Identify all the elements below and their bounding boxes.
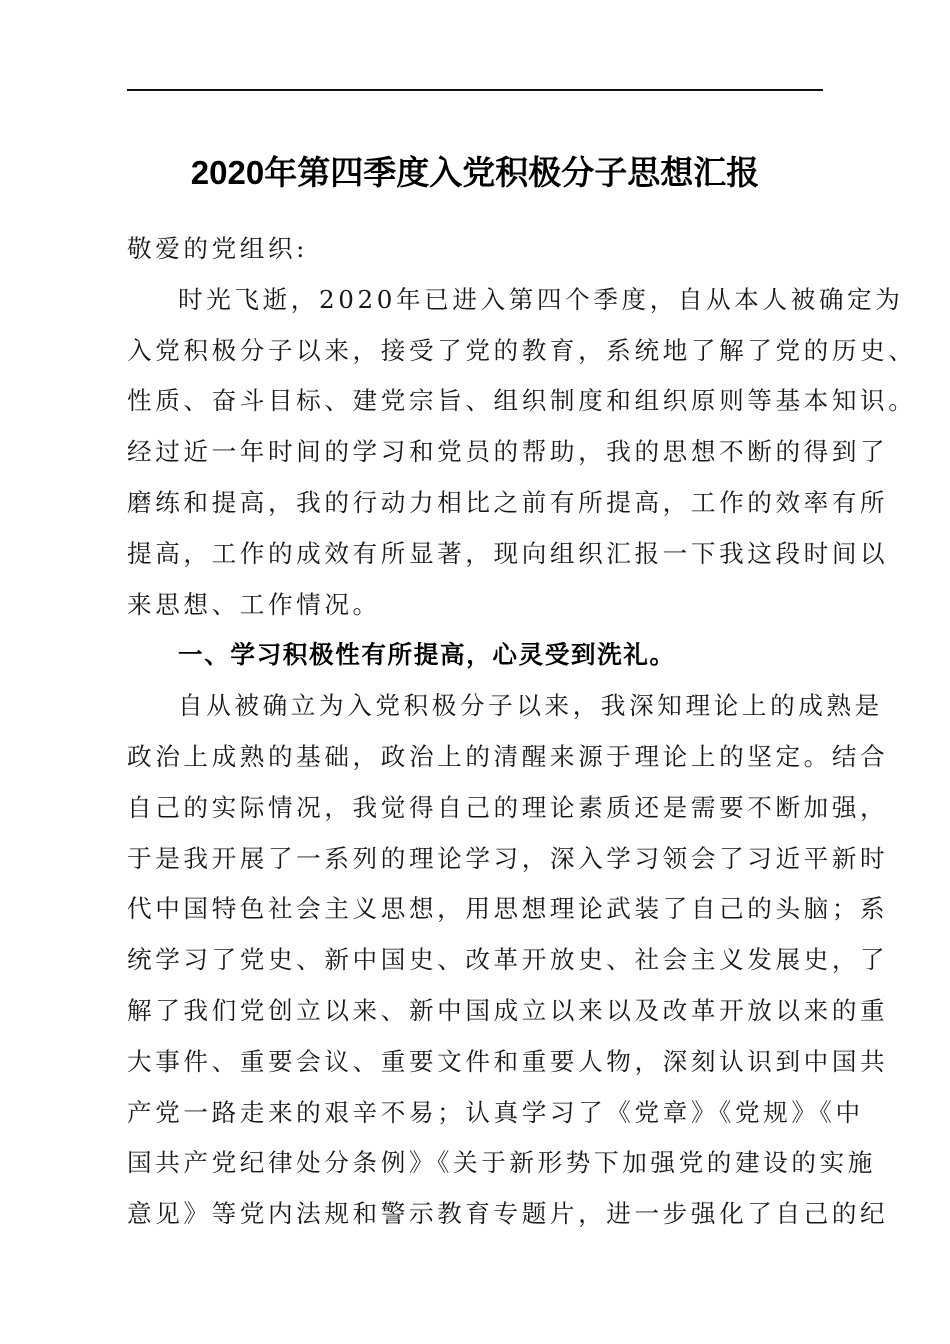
- document-body: [127, 224, 917, 1240]
- paragraph-line: 提高，工作的成效有所显著，现向组织汇报一下我这段时间以: [127, 538, 889, 568]
- paragraph-intro: [127, 275, 917, 631]
- paragraph-line: 政治上成熟的基础，政治上的清醒来源于理论上的坚定。结合: [127, 741, 889, 771]
- paragraph-line: 大事件、重要会议、重要文件和重要人物，深刻认识到中国共: [127, 1046, 889, 1076]
- paragraph-line: 解了我们党创立以来、新中国成立以来以及改革开放以来的重: [127, 995, 889, 1025]
- paragraph-line: 统学习了党史、新中国史、改革开放史、社会主义发展史，了: [127, 945, 889, 975]
- header-rule: [127, 89, 823, 91]
- paragraph-line: 自己的实际情况，我觉得自己的理论素质还是需要不断加强，: [127, 792, 889, 822]
- paragraph-line: 国共产党纪律处分条例》《关于新形势下加强党的建设的实施: [127, 1148, 876, 1178]
- paragraph-line: 来思想、工作情况。: [127, 589, 381, 619]
- paragraph-line: 时光飞逝，2020年已进入第四个季度，自从本人被确定为: [178, 284, 904, 314]
- salutation: 敬爱的党组织:: [127, 234, 309, 263]
- paragraph-line: 代中国特色社会主义思想，用思想理论武装了自己的头脑；系: [127, 894, 889, 924]
- section-heading: 一、学习积极性有所提高，心灵受到洗礼。: [178, 640, 676, 670]
- paragraph-line: 意见》等党内法规和警示教育专题片，进一步强化了自己的纪: [127, 1199, 889, 1229]
- paragraph-line: 产党一路走来的艰辛不易；认真学习了《党章》《党规》《中: [127, 1097, 864, 1127]
- document-title: 2020年第四季度入党积极分子思想汇报: [190, 154, 760, 191]
- paragraph-line: 于是我开展了一系列的理论学习，深入学习领会了习近平新时: [127, 843, 889, 873]
- paragraph-study: [127, 681, 889, 1240]
- paragraph-line: 入党积极分子以来，接受了党的教育，系统地了解了党的历史、: [127, 335, 917, 365]
- paragraph-line: 经过近一年时间的学习和党员的帮助，我的思想不断的得到了: [127, 437, 889, 467]
- paragraph-line: 磨练和提高，我的行动力相比之前有所提高，工作的效率有所: [127, 487, 889, 517]
- paragraph-line: 性质、奋斗目标、建党宗旨、组织制度和组织原则等基本知识。: [127, 386, 917, 416]
- paragraph-line: 自从被确立为入党积极分子以来，我深知理论上的成熟是: [178, 691, 883, 721]
